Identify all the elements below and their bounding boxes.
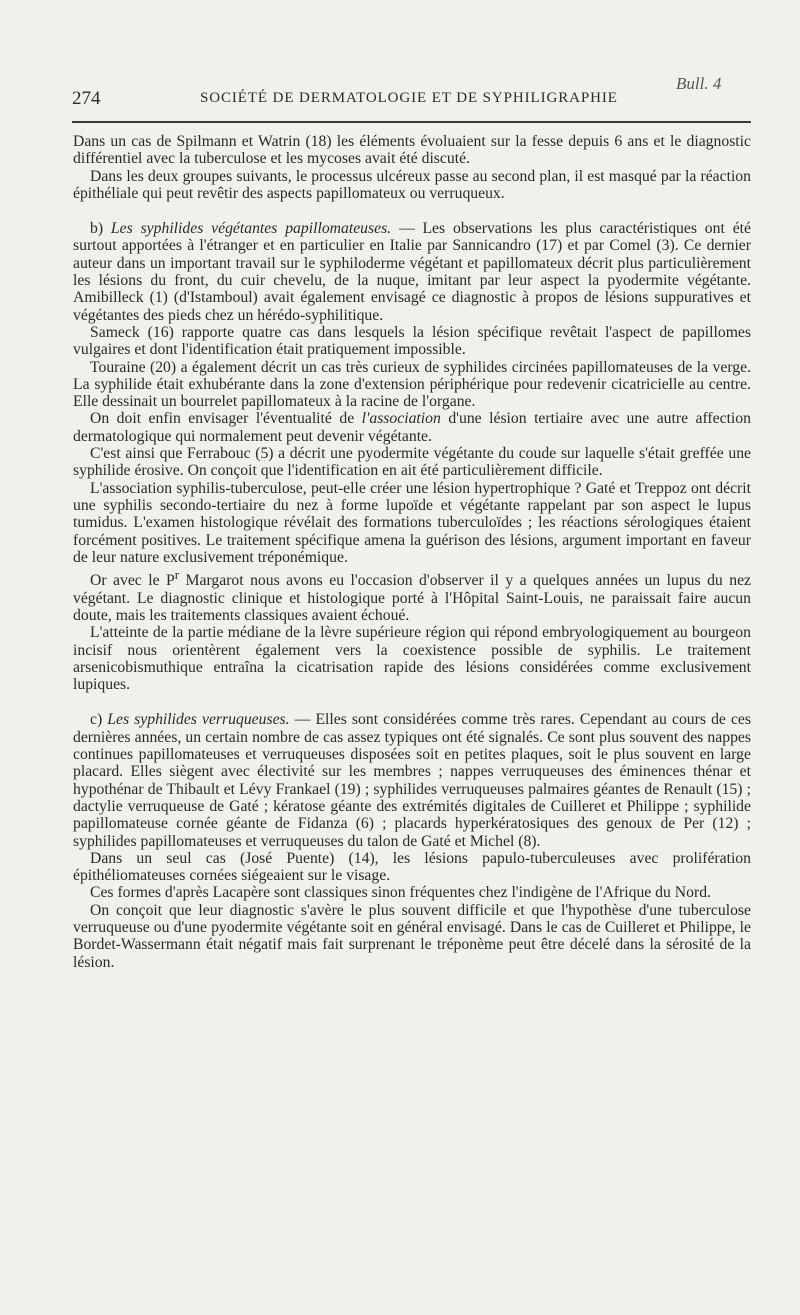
superscript: r xyxy=(174,567,180,583)
section-c-paragraph xyxy=(73,711,751,849)
paragraph: L'association syphilis-tuberculose, peut-elle créer une lésion hypertrophique ? Gaté et Treppoz ont décrit une syphilis secondo-tertiaire du nez à forme lupoïde et végétante rappelant par son aspect le lupus tumidus. L'examen histologique révélait des formations tuberculoïdes ; les réactions sérologiques étaient forcément positives. Le traitement spécifique amena la guérison des lésions, argument important en faveur de leur nature exclusivement tréponémique. xyxy=(73,479,751,566)
text-run: Margarot nous avons eu l'occasion d'observer il y a quelques années un lupus du nez végétant. Le diagnostic clinique et histologique porté à l'Hôpital Saint-Louis, ne paraissait faire aucun doute, mais les traitements classiques avaient échoué. xyxy=(73,572,751,624)
paragraph: Sameck (16) rapporte quatre cas dans lesquels la lésion spécifique revêtait l'aspect de papillomes vulgaires et dont l'identification était pratiquement impossible. xyxy=(73,323,751,359)
section-c-text: — Elles sont considérées comme très rares. Cependant au cours de ces dernières années, un certain nombre de cas assez typiques ont été signalés. Ce sont plus souvent des nappes continues papillomateuses et verruqueuses disposées soit en petites plaques, soit le plus souvent en large placard. Elles siègent avec électivité sur les membres ; nappes verruqueuses des éminences thénar et hypothénar de Thibault et Lévy Frankael (19) ; syphilides verruqueuses palmaires géantes de Renault (15) ; dactylie verruqueuse de Gaté ; kératose géante des extrémités digitales de Cuilleret et Philippe ; syphilide papillomateuse cornée géante de Fidanza (6) ; placards hyperkératosiques des genoux de Per (12) ; syphilides papillomateuses et verruqueuses du talon de Gaté et Michel (8). xyxy=(73,711,751,850)
page-number: 274 xyxy=(72,88,101,109)
paragraph: L'atteinte de la partie médiane de la lèvre supérieure région qui répond embryologiquement au bourgeon incisif nous orientèrent également vers la coexistence possible de syphilis. Le traitement arsenicobismuthique entraîna la cicatrisation rapide des lésions considérées comme exclusivement lupiques. xyxy=(73,624,751,694)
section-b-title: Les syphilides végétantes papillomateuses. xyxy=(110,220,392,238)
text-run: Or avec le P xyxy=(90,572,175,590)
header-rule xyxy=(72,121,751,123)
page-header xyxy=(72,88,750,114)
section-b-paragraph xyxy=(73,220,751,324)
section-c-title: Les syphilides verruqueuses. xyxy=(107,711,290,729)
paragraph: Dans les deux groupes suivants, le processus ulcéreux passe au second plan, il est masqué par la réaction épithéliale qui peut revêtir des aspects papillomateux ou verruqueux. xyxy=(73,167,751,202)
emphasis: l'association xyxy=(361,410,441,428)
paragraph: On conçoit que leur diagnostic s'avère le plus souvent difficile et que l'hypothèse d'une tuberculose verruqueuse ou d'une pyodermite végétante soit en général envisagé. Dans le cas de Cuilleret et Philippe, le Bordet-Wassermann était négatif mais fait surprenant le tréponème peut être décelé dans la sérosité de la lésion. xyxy=(73,901,751,971)
handwritten-margin-note: Bull. 4 xyxy=(676,74,722,93)
paragraph: Dans un cas de Spilmann et Watrin (18) les éléments évoluaient sur la fesse depuis 6 ans et le diagnostic différentiel avec la tuberculose et les mycoses avait été discuté. xyxy=(73,133,751,168)
text-run: On doit enfin envisager l'éventualité de xyxy=(90,410,362,428)
section-c-prefix: c) xyxy=(90,711,108,729)
section-b-text: — Les observations les plus caractéristiques ont été surtout apportées à l'étranger et en particulier en Italie par Sannicandro (17) et par Comel (3). Ce dernier auteur dans un important travail sur le syphiloderme végétant et papillomateux décrit plus particulièrement les lésions du front, du cuir chevelu, de la nuque, imitant par leur aspect la pyodermite végétante. Amibilleck (1) (d'Istamboul) avait également envisagé ce diagnostic à propos de lésions suppuratives et végétantes des pieds chez un hérédo-syphilitique. xyxy=(73,220,751,324)
paragraph: C'est ainsi que Ferrabouc (5) a décrit une pyodermite végétante du coude sur laquelle s'était greffée une syphilide érosive. On conçoit que l'identification en ait été particulièrement difficile. xyxy=(73,445,751,480)
margarot-paragraph xyxy=(73,566,751,624)
paragraph: Dans un seul cas (José Puente) (14), les lésions papulo-tuberculeuses avec prolifération épithéliomateuses cornées siégeaient sur le visage. xyxy=(73,849,751,885)
paragraph: Touraine (20) a également décrit un cas très curieux de syphilides circinées papillomateuses de la verge. La syphilide était exhubérante dans la zone d'extension périphérique pour redevenir cicatricielle au centre. Elle dessinait un bourrelet papillomateux à la racine de l'organe. xyxy=(73,358,751,411)
paragraph: Ces formes d'après Lacapère sont classiques sinon fréquentes chez l'indigène de l'Afrique du Nord. xyxy=(90,884,711,902)
article-body xyxy=(73,133,751,971)
running-title: SOCIÉTÉ DE DERMATOLOGIE ET DE SYPHILIGRAPHIE xyxy=(200,90,618,106)
text-run: d'une lésion tertiaire avec une autre affection dermatologique qui normalement peut devenir végétante. xyxy=(73,410,751,445)
section-b-prefix: b) xyxy=(90,220,111,238)
association-paragraph xyxy=(73,410,751,445)
